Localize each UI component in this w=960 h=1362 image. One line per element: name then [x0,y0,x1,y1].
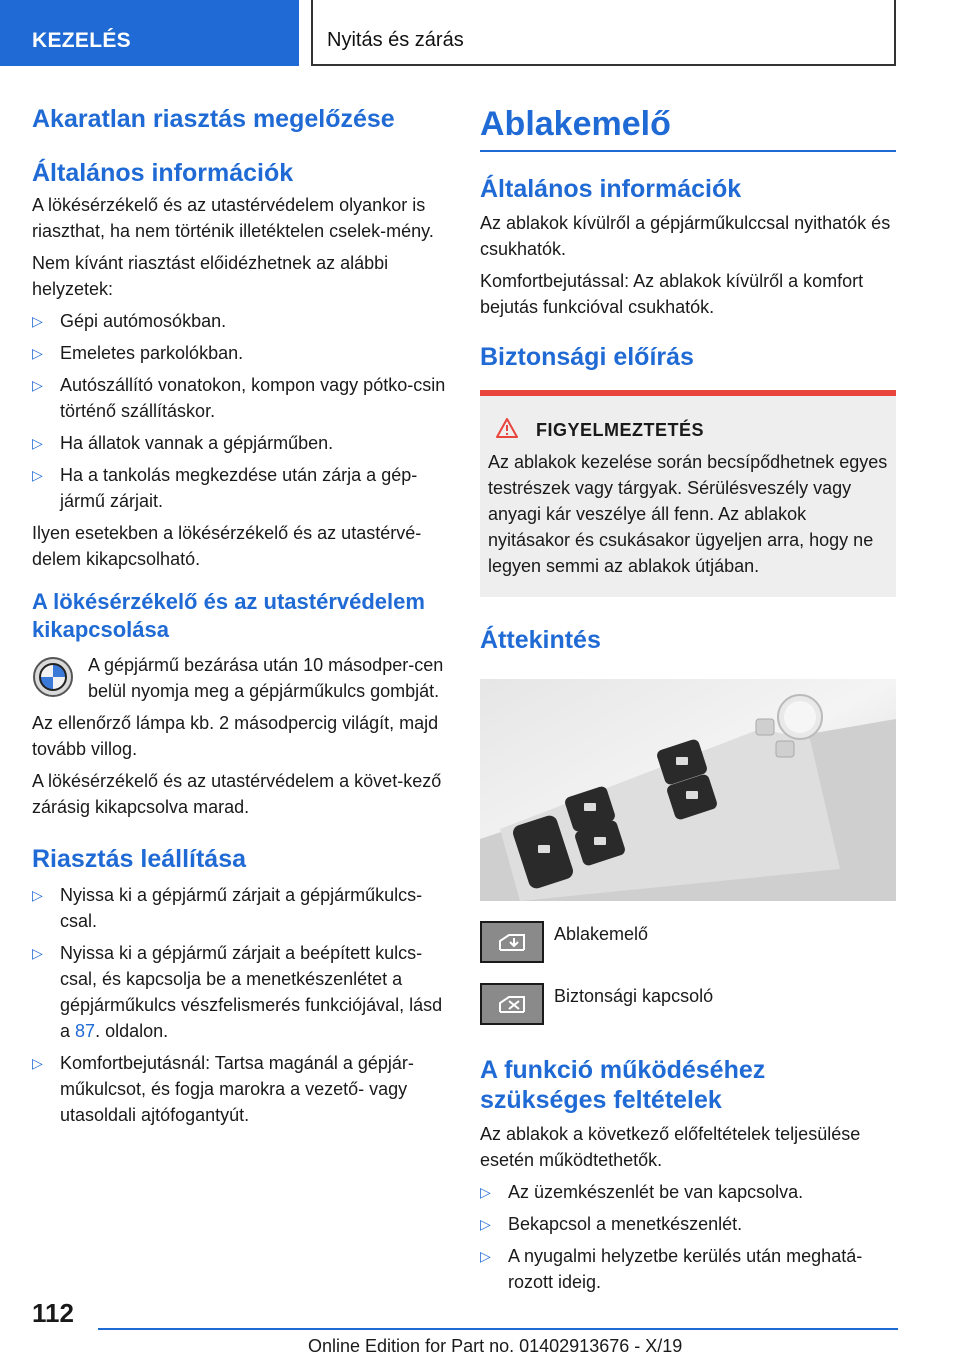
list-item: ▷ Nyissa ki a gépjármű zárjait a beépített kulcs-csal, és kapcsolja be a menetkészenlétet a gépjárműkulcs vészfelismerés funkciójával, lásd a 87. oldalon. [32,940,450,1044]
heading-safety: Biztonsági előírás [480,343,694,371]
paragraph-conditions: Az ablakok a következő előfeltételek teljesülése esetén működtethetők. [480,1124,861,1170]
paragraph-can-disable: Ilyen esetekben a lökésérzékelő és az utastérvé-delem kikapcsolható. [32,523,422,569]
car-key-button-icon [32,656,74,698]
bullet-triangle-icon: ▷ [32,313,43,329]
situations-list [32,308,450,514]
paragraph-press-key: A gépjármű bezárása után 10 másodper-cen belül nyomja meg a gépjárműkulcs gombját. [88,655,444,701]
safety-switch-icon [480,983,544,1025]
bullet-triangle-icon: ▷ [32,1055,43,1071]
list-item: ▷ Az üzemkészenlét be van kapcsolva. [480,1179,896,1205]
heading-general-info-left: Általános információk [32,159,294,187]
heading-stop-alarm: Riasztás leállítása [32,845,247,873]
page-number: 112 [32,1298,74,1328]
warning-title: FIGYELMEZTETÉS [536,420,705,440]
paragraph-indicator: Az ellenőrző lámpa kb. 2 másodpercig világít, majd tovább villog. [32,713,439,759]
heading-conditions: A funkció működéséhez szükséges feltételek [480,1056,766,1114]
bullet-triangle-icon: ▷ [32,945,43,961]
legend-label: Biztonsági kapcsoló [554,986,714,1006]
legend-safety-switch [480,983,896,1025]
paragraph-comfort-access: Komfortbejutással: Az ablakok kívülről a komfort bejutás funkcióval csukhatók. [480,271,864,317]
section-tab: KEZELÉS [0,0,299,66]
left-column [32,104,450,1134]
bullet-triangle-icon: ▷ [480,1216,491,1232]
paragraph-windows-key: Az ablakok kívülről a gépjárműkulccsal nyithatók és csukhatók. [480,213,891,259]
bullet-triangle-icon: ▷ [32,887,43,903]
paragraph-situations: Nem kívánt riasztást előidézhetnek az alábbi helyzetek: [32,253,389,299]
list-item: ▷ Emeletes parkolókban. [32,340,450,366]
paragraph-intro: A lökésérzékelő és az utastérvédelem olyankor is riaszthat, ha nem történik illetéktelen cselek-mény. [32,195,434,241]
key-instruction [32,652,450,710]
bullet-triangle-icon: ▷ [32,345,43,361]
list-item: ▷ Ha a tankolás megkezdése után zárja a gép-jármű zárjait. [32,462,450,514]
list-item: ▷ Gépi autómosókban. [32,308,450,334]
heading-overview: Áttekintés [480,626,601,654]
legend-window-lift [480,921,896,963]
window-switch-photo [480,679,896,901]
list-item: ▷ Ha állatok vannak a gépjárműben. [32,430,450,456]
heading-disable-sensors: A lökésérzékelő és az utastérvédelem kikapcsolása [32,589,425,642]
warning-box [480,396,896,597]
list-item: ▷ A nyugalmi helyzetbe kerülés után meghatá-rozott ideig. [480,1243,896,1295]
window-lift-icon [480,921,544,963]
heading-general-info-right: Általános információk [480,175,742,203]
paragraph-stays-off: A lökésérzékelő és az utastérvédelem a követ-kező zárásig kikapcsolva marad. [32,771,442,817]
chapter-title: Nyitás és zárás [311,0,896,66]
bullet-triangle-icon: ▷ [480,1248,491,1264]
list-item: ▷ Komfortbejutásnál: Tartsa magánál a gépjár-műkulcsot, és fogja marokra a vezető- vagy utasoldali ajtófogantyút. [32,1050,450,1128]
edition-footer: Online Edition for Part no. 01402913676 - X/19 [308,1336,683,1356]
list-item: ▷ Nyissa ki a gépjármű zárjait a gépjárműkulcs-csal. [32,882,450,934]
heading-unintended-alarm: Akaratlan riasztás megelőzése [32,105,395,133]
warning-text: Az ablakok kezelése során becsípődhetnek egyes testrészek vagy tárgyak. Sérülésveszély vagy anyagi kár veszélye áll fenn. Az ablakok nyitásakor és csukásakor ügyeljen arra, hogy ne legyen semmi az ablakok útjában. [488,452,888,576]
list-item: ▷ Autószállító vonatokon, kompon vagy pótko-csin történő szállításkor. [32,372,450,424]
conditions-list [480,1179,896,1295]
right-column [480,104,896,1301]
warning-triangle-icon [496,418,518,443]
list-item: ▷ Bekapcsol a menetkészenlét. [480,1211,896,1237]
heading-window-lift: Ablakemelő [480,104,896,152]
legend-label: Ablakemelő [554,924,649,944]
footer-rule [98,1328,898,1330]
stop-alarm-list [32,882,450,1128]
bullet-triangle-icon: ▷ [32,467,43,483]
bullet-triangle-icon: ▷ [32,377,43,393]
bullet-triangle-icon: ▷ [32,435,43,451]
page-reference-link[interactable]: 87 [75,1021,96,1041]
bullet-triangle-icon: ▷ [480,1184,491,1200]
